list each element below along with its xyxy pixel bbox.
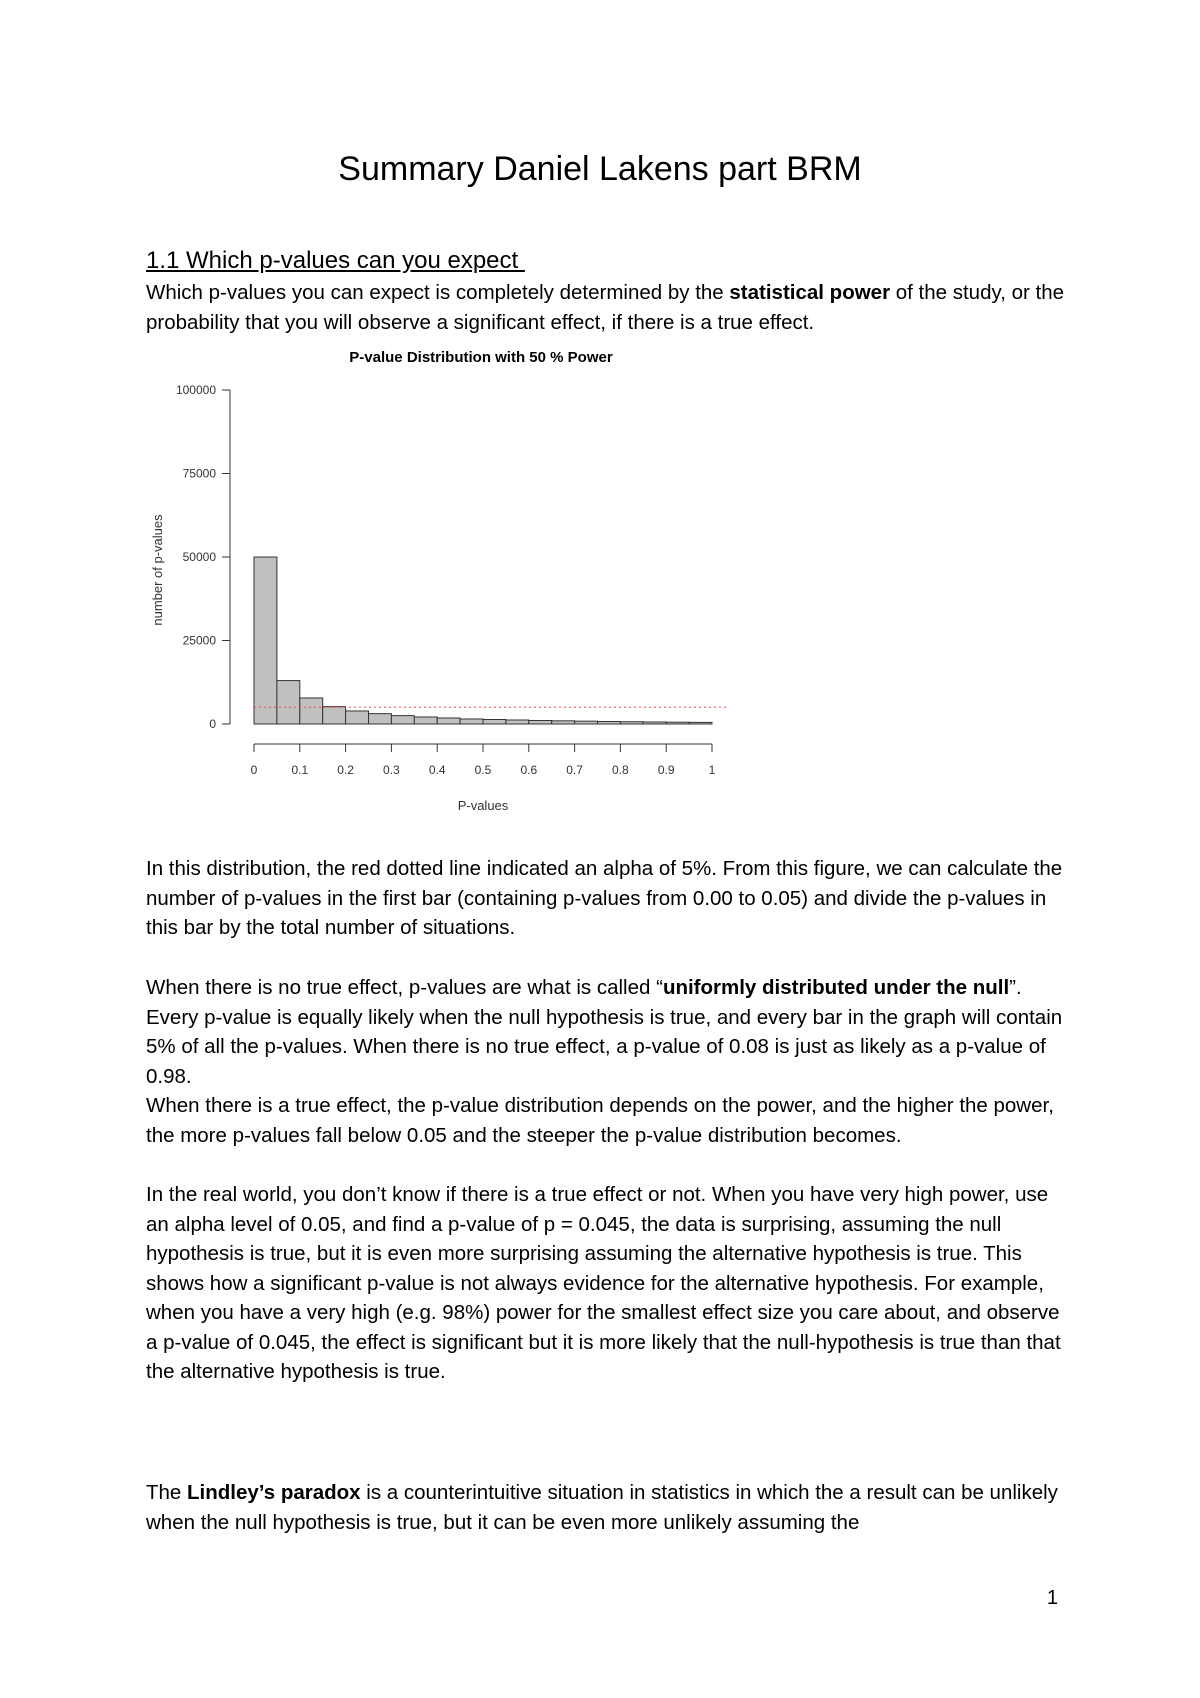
y-axis	[176, 383, 230, 731]
page-number: 1	[1046, 1587, 1058, 1609]
histogram-bar	[598, 721, 621, 724]
paragraph-uniform	[146, 973, 1066, 1150]
x-tick-label: 0.8	[612, 763, 629, 777]
histogram-bar	[506, 720, 529, 724]
x-tick-label: 0.3	[383, 763, 400, 777]
histogram-bar	[460, 719, 483, 724]
lindley-bold-term: Lindley’s paradox	[187, 1481, 361, 1504]
lindley-text-1: The	[146, 1481, 188, 1504]
histogram-bar	[643, 722, 666, 724]
chart-title: P-value Distribution with 50 % Power	[349, 349, 613, 366]
x-tick-label: 1	[708, 763, 716, 777]
histogram-bar	[277, 681, 300, 724]
x-tick-label: 0.7	[566, 763, 583, 777]
histogram-bar	[300, 698, 323, 724]
paragraph-true-effect: When there is a true effect, the p-value distribution depends on the power, and the higher the power, the more p-values fall below 0.05 and the steeper the p-value distribution becomes.	[146, 1094, 1054, 1147]
paragraph-no-true-effect	[146, 973, 1066, 1091]
histogram-bar	[529, 720, 552, 724]
lindley-text-2: is a counterintuitive situation in statistics in which the a result can be unlikely when the null hypothesis is true, but it can be even more unlikely assuming the	[146, 1481, 1058, 1534]
document-title: Summary Daniel Lakens part BRM	[338, 150, 862, 188]
bars-group	[254, 557, 712, 724]
pvalue-histogram-svg	[146, 340, 726, 820]
intro-bold-term: statistical power	[729, 281, 891, 304]
paragraph-distribution: In this distribution, the red dotted line indicated an alpha of 5%. From this figure, we can calculate the number of p-values in the first bar (containing p-values from 0.00 to 0.05) and divide the p-values in this bar by the total number of situations.	[146, 857, 1063, 939]
chart-ylabel: number of p-values	[150, 514, 165, 626]
intro-text-2: of the study, or the probability that you will observe a significant effect, if there is a true effect.	[146, 281, 1065, 334]
intro-text-1: Which p-values you can expect is completely determined by the	[146, 281, 730, 304]
x-tick-label: 0.1	[291, 763, 309, 777]
y-tick-label: 100000	[175, 383, 216, 397]
y-tick-label: 0	[209, 717, 216, 731]
pvalue-histogram	[146, 340, 726, 820]
uniform-bold-term: uniformly distributed under the null	[662, 976, 1010, 999]
histogram-bar	[369, 714, 392, 724]
histogram-bar	[323, 707, 346, 724]
x-tick-label: 0.5	[474, 763, 492, 777]
uniform-text-2: ”. Every p-value is equally likely when the null hypothesis is true, and every bar in the graph will contain 5% of all the p-values. When there is no true effect, a p-value of 0.08 is just as likely as a p-value of 0.98.	[146, 976, 1063, 1088]
histogram-bar	[254, 557, 277, 724]
histogram-bar	[346, 711, 369, 724]
histogram-bar	[437, 718, 460, 724]
y-tick-label: 50000	[182, 550, 216, 564]
histogram-bar	[620, 722, 643, 724]
histogram-bar	[552, 721, 575, 724]
histogram-bar	[391, 716, 414, 724]
histogram-bar	[483, 719, 506, 724]
histogram-bar	[414, 717, 437, 724]
y-tick-label: 25000	[182, 633, 216, 648]
chart-xlabel: P-values	[457, 798, 509, 813]
intro-paragraph	[146, 278, 1066, 337]
x-tick-label: 0.9	[657, 763, 675, 777]
x-tick-label: 0.4	[428, 763, 446, 777]
histogram-bar	[689, 722, 712, 724]
histogram-bar	[666, 722, 689, 724]
y-tick-label: 75000	[182, 466, 216, 481]
x-axis	[251, 744, 716, 777]
paragraph-lindley	[146, 1478, 1066, 1537]
histogram-bar	[575, 721, 598, 724]
section-heading: 1.1 Which p-values can you expect	[146, 247, 525, 274]
paragraph-real-world: In the real world, you don’t know if there is a true effect or not. When you have very high power, use an alpha level of 0.05, and find a p-value of p = 0.045, the data is surprising, assuming the null hypothesis is true, but it is even more surprising assuming the alternative hypothesis is true. This shows how a significant p-value is not always evidence for the alternative hypothesis. For example, when you have a very high (e.g. 98%) power for the smallest effect size you care about, and observe a p-value of 0.045, the effect is significant but it is more likely that the null-hypothesis is true than that the alternative hypothesis is true.	[146, 1183, 1061, 1383]
x-tick-label: 0.2	[337, 763, 354, 777]
uniform-text-1: When there is no true effect, p-values are what is called “	[146, 976, 663, 999]
x-tick-label: 0	[250, 763, 258, 777]
x-tick-label: 0.6	[520, 763, 538, 777]
